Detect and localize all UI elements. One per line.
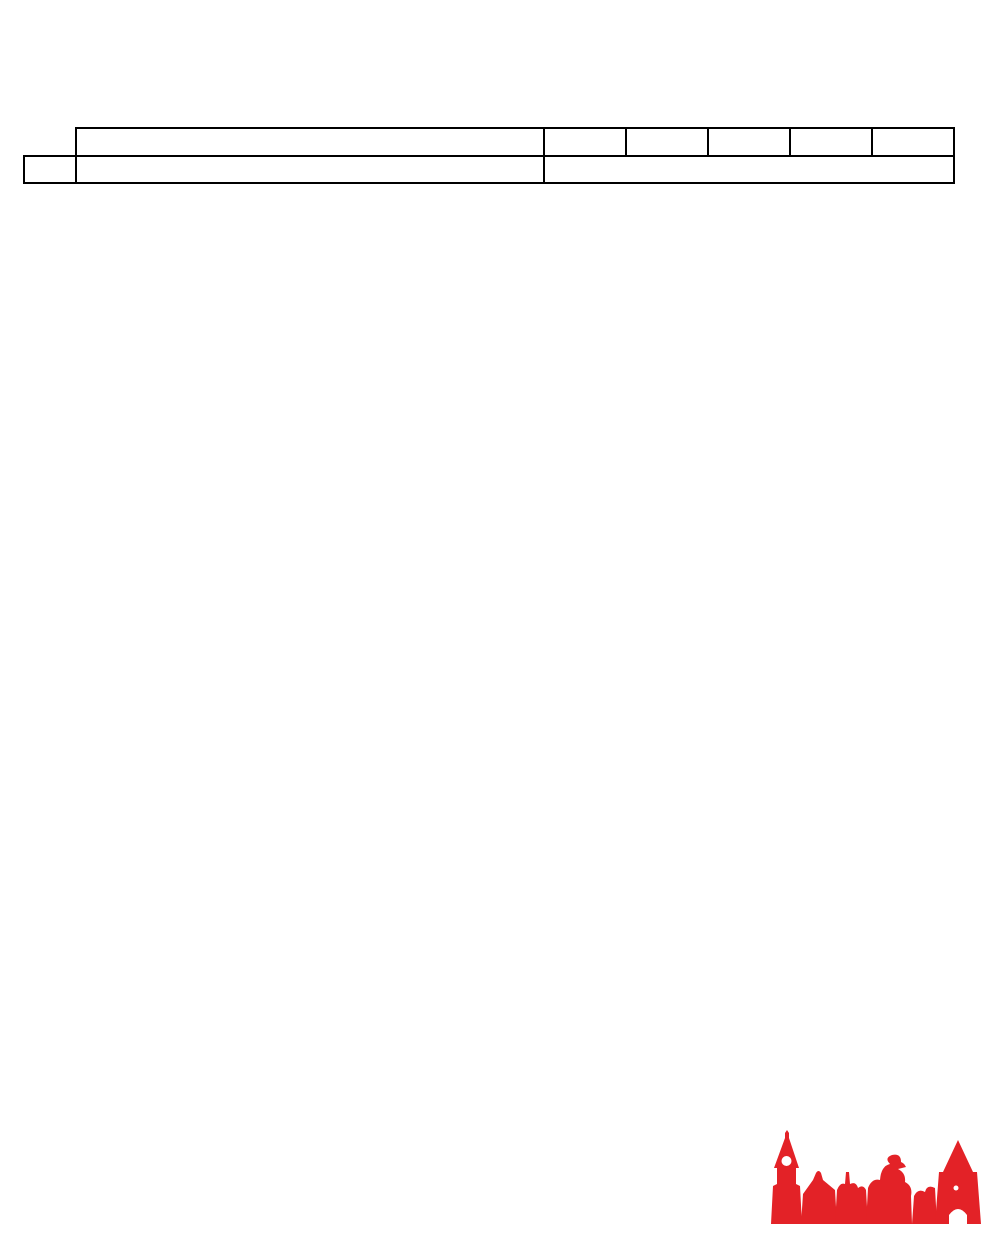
service-col-header-4 bbox=[790, 128, 872, 156]
red-bottom-bar bbox=[0, 1224, 993, 1237]
skyline-left-tower bbox=[771, 1130, 802, 1224]
city-skyline-graphic bbox=[765, 1128, 987, 1224]
service-col-header-3 bbox=[708, 128, 790, 156]
godzina-odjazdu-header bbox=[544, 156, 954, 183]
timetable bbox=[23, 127, 955, 184]
header-row-oznaczenia bbox=[24, 128, 954, 156]
skyline-right-trees bbox=[912, 1187, 937, 1224]
lp-header bbox=[24, 156, 76, 183]
timetable-wrap bbox=[23, 127, 953, 184]
clock-face bbox=[782, 1156, 792, 1166]
service-col-header-1 bbox=[544, 128, 626, 156]
oznaczenia-header bbox=[76, 128, 544, 156]
skyline-trees bbox=[835, 1172, 868, 1224]
przystanek-header bbox=[76, 156, 544, 183]
corner-blank-cell bbox=[24, 128, 76, 156]
skyline-statue-building bbox=[801, 1171, 837, 1224]
service-col-header-5 bbox=[872, 128, 954, 156]
service-col-header-2 bbox=[626, 128, 708, 156]
red-side-bar bbox=[974, 31, 988, 1224]
skyline-bird bbox=[866, 1155, 912, 1224]
tower-window bbox=[954, 1186, 959, 1191]
red-top-line bbox=[77, 31, 988, 40]
header-row-labels bbox=[24, 156, 954, 183]
